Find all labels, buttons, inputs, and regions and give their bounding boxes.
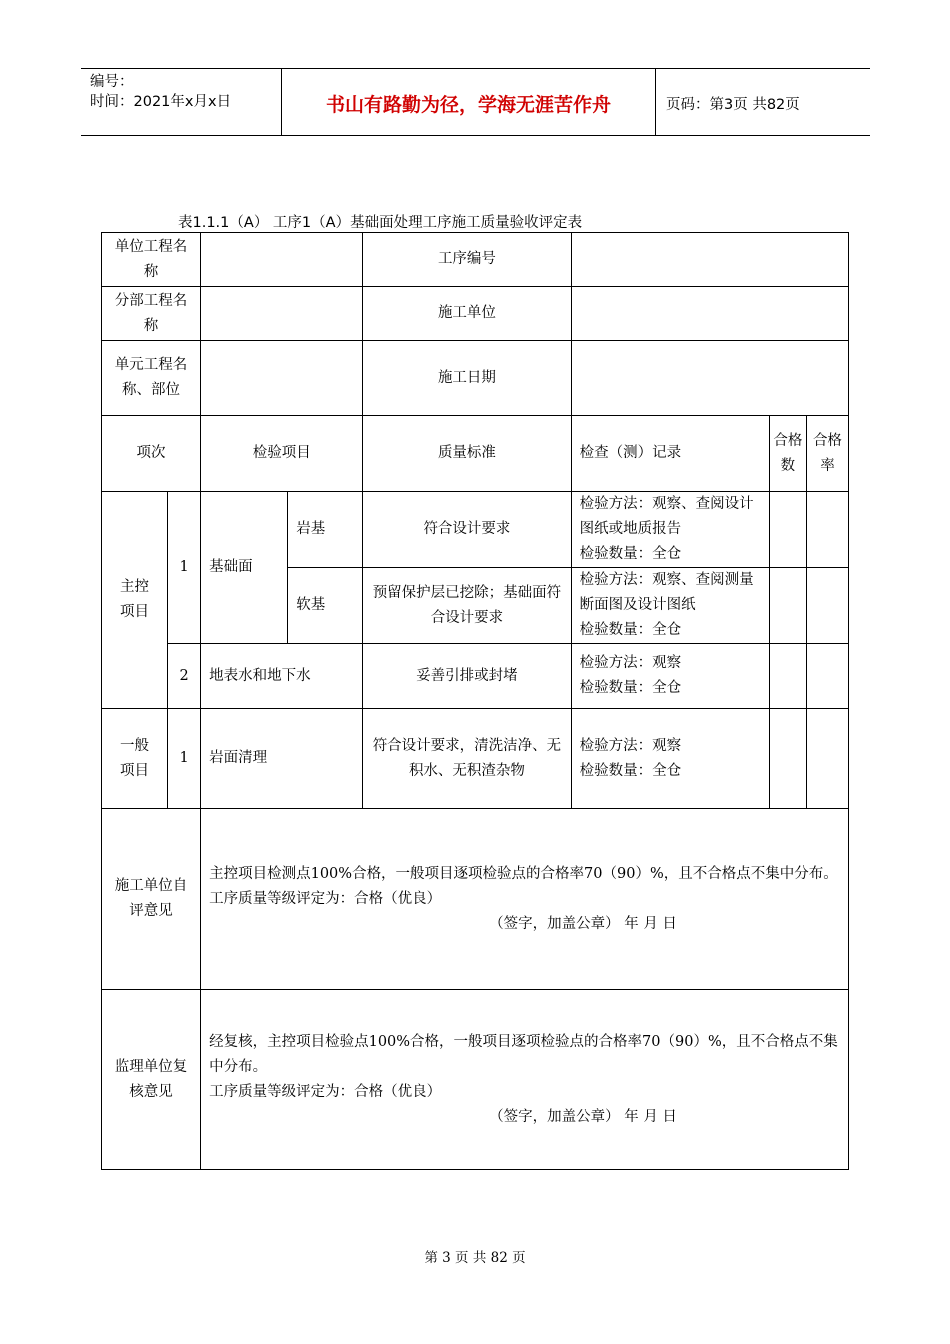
construction-unit-label: 施工单位 (363, 287, 571, 341)
col-header-check-item: 检验项目 (201, 416, 363, 492)
item-no: 1 (168, 709, 201, 809)
branch-project-label: 分部工程名称 (102, 287, 201, 341)
self-eval-grade: 工序质量等级评定为：合格（优良） (209, 890, 442, 907)
supervisor-label: 监理单位复核意见 (102, 990, 201, 1170)
quality-standard: 符合设计要求，清洗洁净、无积水、无积渣杂物 (363, 709, 571, 809)
construction-date-value (571, 341, 848, 416)
col-header-item-no: 项次 (102, 416, 201, 492)
table-row (102, 990, 849, 1170)
item-no: 1 (168, 492, 201, 644)
unit-project-label: 单位工程名称 (102, 233, 201, 287)
check-method: 检验方法：观察 (579, 737, 682, 754)
table-row (102, 644, 849, 709)
general-label: 一般项目 (102, 709, 168, 809)
pass-rate-cell (806, 492, 848, 568)
check-record (571, 492, 769, 568)
header-divider (655, 68, 656, 135)
check-quantity: 检验数量：全仓 (579, 680, 682, 696)
header-meta (90, 72, 231, 112)
check-record (571, 568, 769, 644)
quality-assessment-table (101, 232, 849, 1170)
header-top-rule (81, 68, 870, 69)
quality-standard: 妥善引排或封堵 (363, 644, 571, 709)
pass-count-cell (769, 568, 806, 644)
process-no-value (571, 233, 848, 287)
col-header-pass-rate: 合格率 (806, 416, 848, 492)
table-header-row (102, 416, 849, 492)
unit-project-value (201, 233, 363, 287)
check-item: 地表水和地下水 (201, 644, 363, 709)
pass-count-cell (769, 709, 806, 809)
main-control-label: 主控项目 (102, 492, 168, 709)
col-header-record: 检查（测）记录 (571, 416, 769, 492)
construction-date-label: 施工日期 (363, 341, 571, 416)
table-row (102, 287, 849, 341)
self-eval-content (201, 809, 849, 990)
time-label: 时间：2021年x月x日 (90, 94, 232, 110)
check-method: 检验方法：观察、查阅测量断面图及设计图纸 (579, 572, 754, 613)
table-row (102, 809, 849, 990)
supervisor-text: 经复核，主控项目检验点100%合格，一般项目逐项检验点的合格率70（90）%，且不合格点不集中分布。 (209, 1033, 838, 1075)
table-row (102, 233, 849, 287)
table-row (102, 492, 849, 568)
pass-count-cell (769, 644, 806, 709)
table-row (102, 341, 849, 416)
construction-unit-value (571, 287, 848, 341)
table-caption: 表1.1.1（A） 工序1（A）基础面处理工序施工质量验收评定表 (178, 215, 583, 231)
sub-item: 软基 (288, 568, 363, 644)
supervisor-signature: （签字，加盖公章） 年 月 日 (489, 1108, 677, 1125)
header-page-info: 页码：第3页 共82页 (666, 97, 800, 113)
pass-count-cell (769, 492, 806, 568)
check-method: 检验方法：观察 (579, 655, 682, 671)
check-quantity: 检验数量：全仓 (579, 622, 682, 638)
item-no: 2 (168, 644, 201, 709)
supervisor-grade: 工序质量等级评定为：合格（优良） (209, 1083, 442, 1100)
header-motto: 书山有路勤为径，学海无涯苦作舟 (325, 94, 611, 116)
check-record (571, 644, 769, 709)
quality-standard: 符合设计要求 (363, 492, 571, 568)
branch-project-value (201, 287, 363, 341)
pass-rate-cell (806, 644, 848, 709)
doc-number-label: 编号： (90, 74, 134, 90)
col-header-pass-count: 合格数 (769, 416, 806, 492)
check-method: 检验方法：观察、查阅设计图纸或地质报告 (579, 496, 754, 537)
element-project-label: 单元工程名称、部位 (102, 341, 201, 416)
sub-item: 岩基 (288, 492, 363, 568)
page-footer: 第 3 页 共 82 页 (424, 1250, 526, 1266)
element-project-value (201, 341, 363, 416)
supervisor-content (201, 990, 849, 1170)
self-eval-signature: （签字，加盖公章） 年 月 日 (489, 915, 677, 932)
header-bottom-rule (81, 135, 870, 136)
process-no-label: 工序编号 (363, 233, 571, 287)
quality-standard: 预留保护层已挖除；基础面符合设计要求 (363, 568, 571, 644)
header-divider (281, 68, 282, 135)
pass-rate-cell (806, 709, 848, 809)
pass-rate-cell (806, 568, 848, 644)
check-item: 岩面清理 (201, 709, 363, 809)
col-header-standard: 质量标准 (363, 416, 571, 492)
table-row (102, 709, 849, 809)
check-quantity: 检验数量：全仓 (579, 546, 682, 562)
check-record (571, 709, 769, 809)
check-item: 基础面 (201, 492, 288, 644)
self-eval-label: 施工单位自评意见 (102, 809, 201, 990)
check-quantity: 检验数量：全仓 (579, 762, 682, 779)
self-eval-text: 主控项目检测点100%合格，一般项目逐项检验点的合格率70（90）%，且不合格点不集中分布。 (209, 865, 838, 882)
